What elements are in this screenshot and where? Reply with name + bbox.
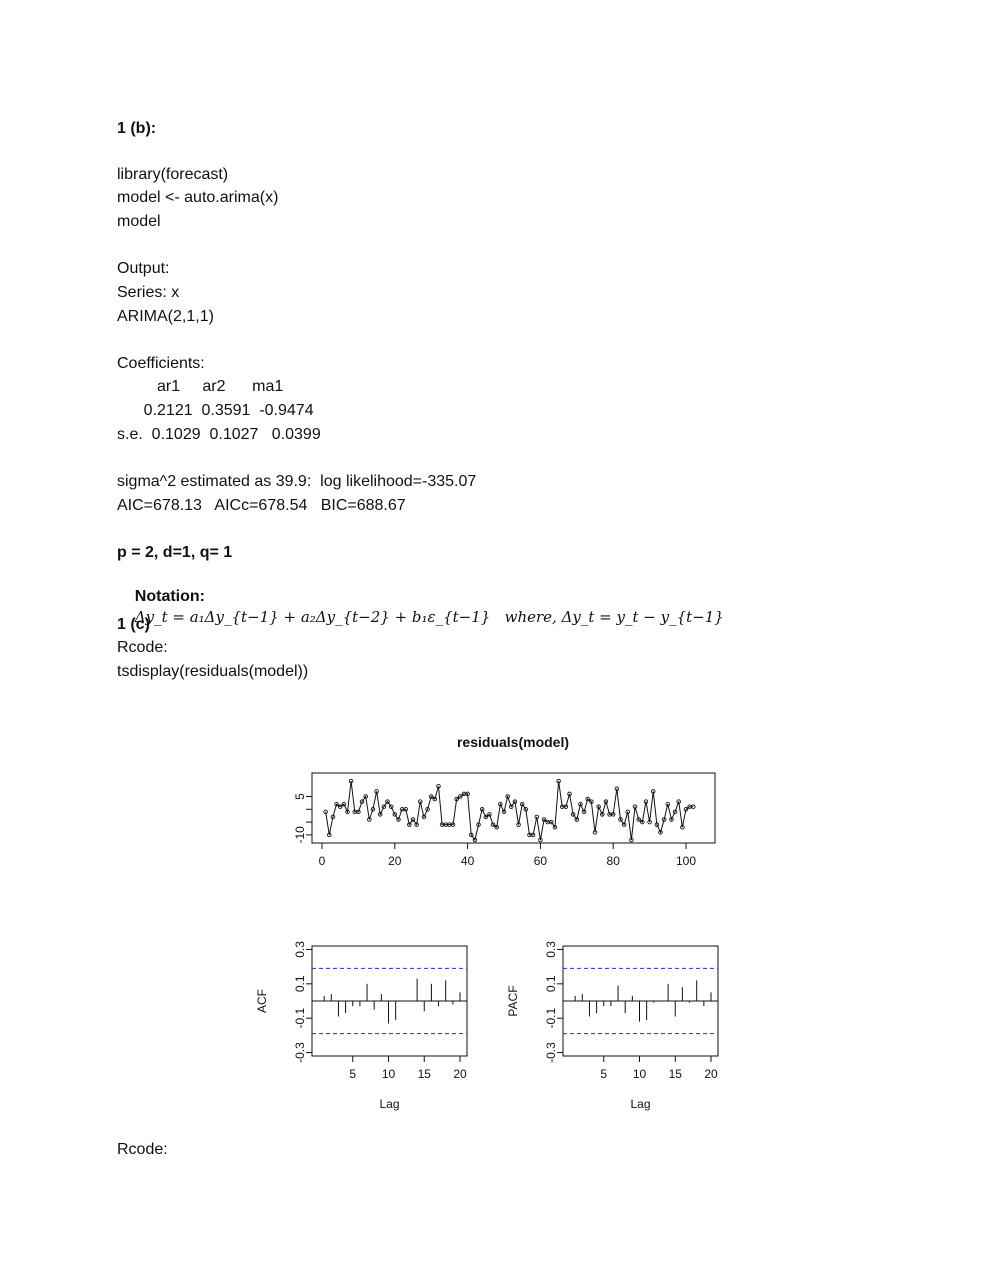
x-tick-label: 60	[533, 854, 548, 868]
x-tick-label: 40	[460, 854, 475, 868]
x-tick-label: 10	[632, 1067, 647, 1081]
x-axis-label: Lag	[630, 1097, 651, 1111]
heading-1b: 1 (b):	[117, 120, 157, 137]
y-tick-label: 5	[293, 793, 307, 800]
pdq-line: p = 2, d=1, q= 1	[117, 544, 233, 561]
coef-header: ar1 ar2 ma1	[117, 378, 284, 395]
x-tick-label: 10	[381, 1067, 396, 1081]
pacf-panel	[506, 941, 718, 1111]
y-tick-label: -0.3	[293, 1042, 307, 1063]
heading-1c: 1 (c)	[117, 616, 150, 633]
series-line: Series: x	[117, 284, 180, 301]
notation-formula: Δy_t = a₁Δy_{t−1} + a₂Δy_{t−2} + b₁ε_{t−1} where, Δy_t = y_t − y_{t−1}	[134, 608, 724, 626]
code-line: model	[117, 213, 161, 230]
x-tick-label: 5	[349, 1067, 357, 1081]
x-tick-label: 20	[388, 854, 402, 868]
code-line: library(forecast)	[117, 166, 229, 183]
coef-se: s.e. 0.1029 0.1027 0.0399	[117, 426, 321, 443]
y-tick-label: 0.1	[293, 975, 307, 993]
x-tick-label: 15	[668, 1067, 682, 1081]
x-tick-label: 20	[704, 1067, 718, 1081]
x-tick-label: 5	[600, 1067, 608, 1081]
y-axis-label: PACF	[506, 985, 520, 1017]
chart-title: residuals(model)	[456, 734, 570, 750]
sigma-line: sigma^2 estimated as 39.9: log likelihood=-335.07	[117, 473, 477, 490]
footer-rcode-label: Rcode:	[117, 1141, 168, 1158]
residual-series-line	[326, 781, 694, 840]
rcode-label: Rcode:	[117, 639, 168, 656]
model-spec: ARIMA(2,1,1)	[117, 308, 214, 325]
y-tick-label: -0.3	[544, 1042, 558, 1063]
y-tick-label: 0.3	[293, 941, 307, 958]
notation-line	[117, 567, 724, 648]
y-tick-label: 0.1	[544, 975, 558, 993]
x-axis-label: Lag	[379, 1097, 400, 1111]
tsdisplay-figure	[240, 725, 740, 1130]
x-tick-label: 15	[417, 1067, 431, 1081]
rcode-line: tsdisplay(residuals(model))	[117, 663, 309, 680]
x-tick-label: 20	[453, 1067, 467, 1081]
x-tick-label: 100	[675, 854, 697, 868]
coefficients-label: Coefficients:	[117, 355, 205, 372]
code-line: model <- auto.arima(x)	[117, 189, 279, 206]
x-tick-label: 80	[606, 854, 620, 868]
y-axis-label: ACF	[255, 989, 269, 1013]
acf-panel	[255, 941, 467, 1111]
coef-values: 0.2121 0.3591 -0.9474	[117, 402, 314, 419]
y-tick-label: -0.1	[544, 1007, 558, 1029]
y-tick-label: -10	[293, 826, 307, 844]
output-label: Output:	[117, 260, 170, 277]
aic-line: AIC=678.13 AICc=678.54 BIC=688.67	[117, 497, 406, 514]
x-tick-label: 0	[318, 854, 326, 868]
y-tick-label: 0.3	[544, 941, 558, 958]
ts-series	[324, 779, 695, 841]
notation-label: Notation:	[134, 588, 205, 605]
y-tick-label: -0.1	[293, 1007, 307, 1029]
